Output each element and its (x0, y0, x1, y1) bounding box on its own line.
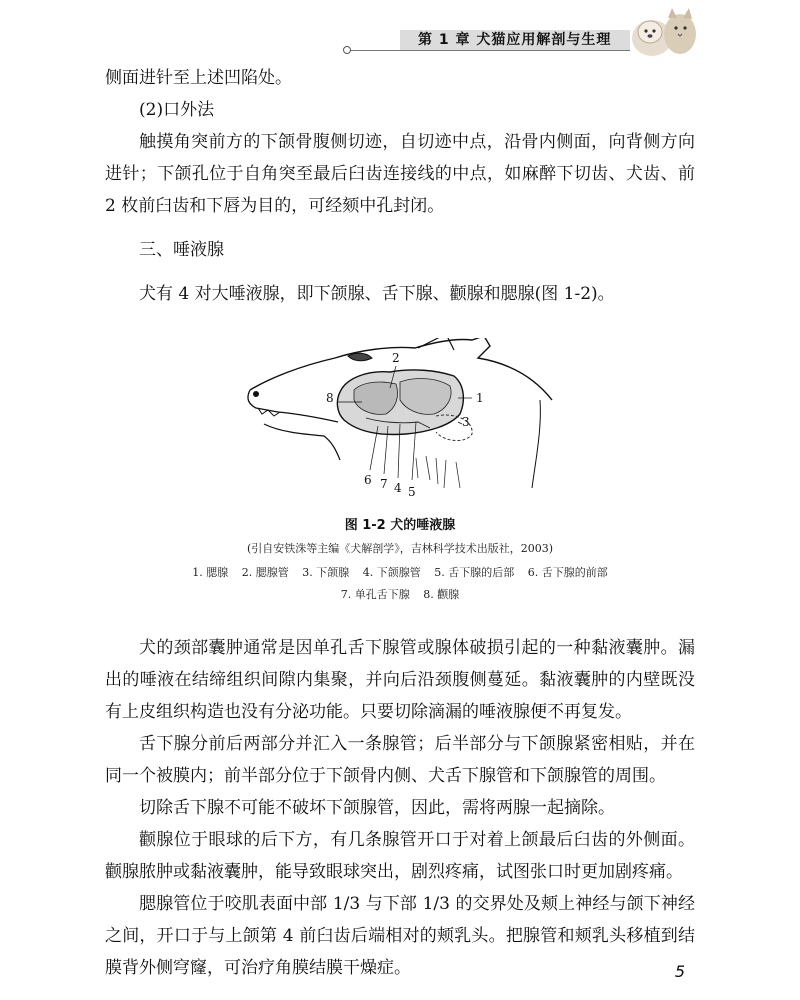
legend-item: 8. 颧腺 (423, 588, 460, 601)
paragraph-sublingual: 舌下腺分前后两部分并汇入一条腺管；后半部分与下颌腺紧密相贴，并在同一个被膜内；前半部分位于下颌骨内侧、犬舌下腺管和下颌腺管的周围。 (105, 734, 695, 786)
figure-label-4: 4 (394, 481, 402, 495)
legend-item: 7. 单孔舌下腺 (340, 588, 410, 601)
legend-item: 6. 舌下腺的前部 (527, 566, 608, 579)
figure-label-8: 8 (326, 391, 334, 405)
legend-line-1 (105, 562, 695, 584)
figure-label-2: 2 (392, 351, 400, 365)
header-dot (343, 46, 351, 54)
legend-item: 4. 下颌腺管 (362, 566, 421, 579)
legend-item: 5. 舌下腺的后部 (434, 566, 515, 579)
paragraph-extraoral-method: 触摸角突前方的下颌骨腹侧切迹，自切迹中点，沿骨内侧面，向背侧方向进针；下颌孔位于自角突至最后臼齿连接线的中点，如麻醉下切齿、犬齿、前 2 枚前臼齿和下唇为目的，可经颏中孔封闭。 (105, 132, 695, 216)
paragraph-continuation: 侧面进针至上述凹陷处。 (105, 68, 292, 88)
paragraph-cyst: 犬的颈部囊肿通常是因单孔舌下腺管或腺体破损引起的一种黏液囊肿。漏出的唾液在结缔组织间隙内集聚，并向后沿颈腹侧蔓延。黏液囊肿的内壁既没有上皮组织构造也没有分泌功能。只要切除滴漏的唾液腺便不再复发。 (105, 638, 695, 722)
figure-label-5: 5 (408, 485, 416, 499)
figure-label-6: 6 (364, 473, 372, 487)
paragraph-removal: 切除舌下腺不可能不破坏下颌腺管，因此，需将两腺一起摘除。 (139, 798, 615, 818)
figure-label-3: 3 (462, 415, 470, 429)
paragraph-zygomatic: 颧腺位于眼球的后下方，有几条腺管开口于对着上颌最后臼齿的外侧面。颧腺脓肿或黏液囊肿，能导致眼球突出，剧烈疼痛，试图张口时更加剧疼痛。 (105, 830, 695, 882)
legend-line-2 (105, 584, 695, 606)
chapter-title: 第 1 章 犬猫应用解剖与生理 (418, 32, 612, 48)
figure-caption: 图 1-2 犬的唾液腺 (344, 518, 456, 533)
legend-item: 2. 腮腺管 (241, 566, 289, 579)
header-rule (350, 50, 630, 51)
subheading-extraoral: (2)口外法 (139, 100, 215, 120)
body-top (105, 62, 695, 310)
figure-legend (105, 562, 695, 606)
legend-item: 3. 下颌腺 (302, 566, 350, 579)
dog-salivary-glands-figure (240, 338, 560, 500)
figure-label-7: 7 (380, 477, 388, 491)
figure-source: (引自安铁洙等主编《犬解剖学》，吉林科学技术出版社，2003) (246, 542, 554, 555)
figure-label-1: 1 (476, 391, 484, 405)
paragraph-intro: 犬有 4 对大唾液腺，即下颌腺、舌下腺、颧腺和腮腺(图 1-2)。 (139, 284, 615, 304)
legend-item: 1. 腮腺 (192, 566, 229, 579)
page-number: 5 (674, 962, 685, 981)
body-bottom (105, 632, 695, 984)
section-title: 三、唾液腺 (139, 240, 224, 260)
dog-cat-photo-icon (628, 4, 700, 56)
paragraph-parotid-duct: 腮腺管位于咬肌表面中部 1/3 与下部 1/3 的交界处及颊上神经与颌下神经之间，开口于与上颌第 4 前臼齿后端相对的颊乳头。把腺管和颊乳头移植到结膜背外侧穹窿，可治疗角膜结膜干燥症。 (105, 894, 695, 978)
